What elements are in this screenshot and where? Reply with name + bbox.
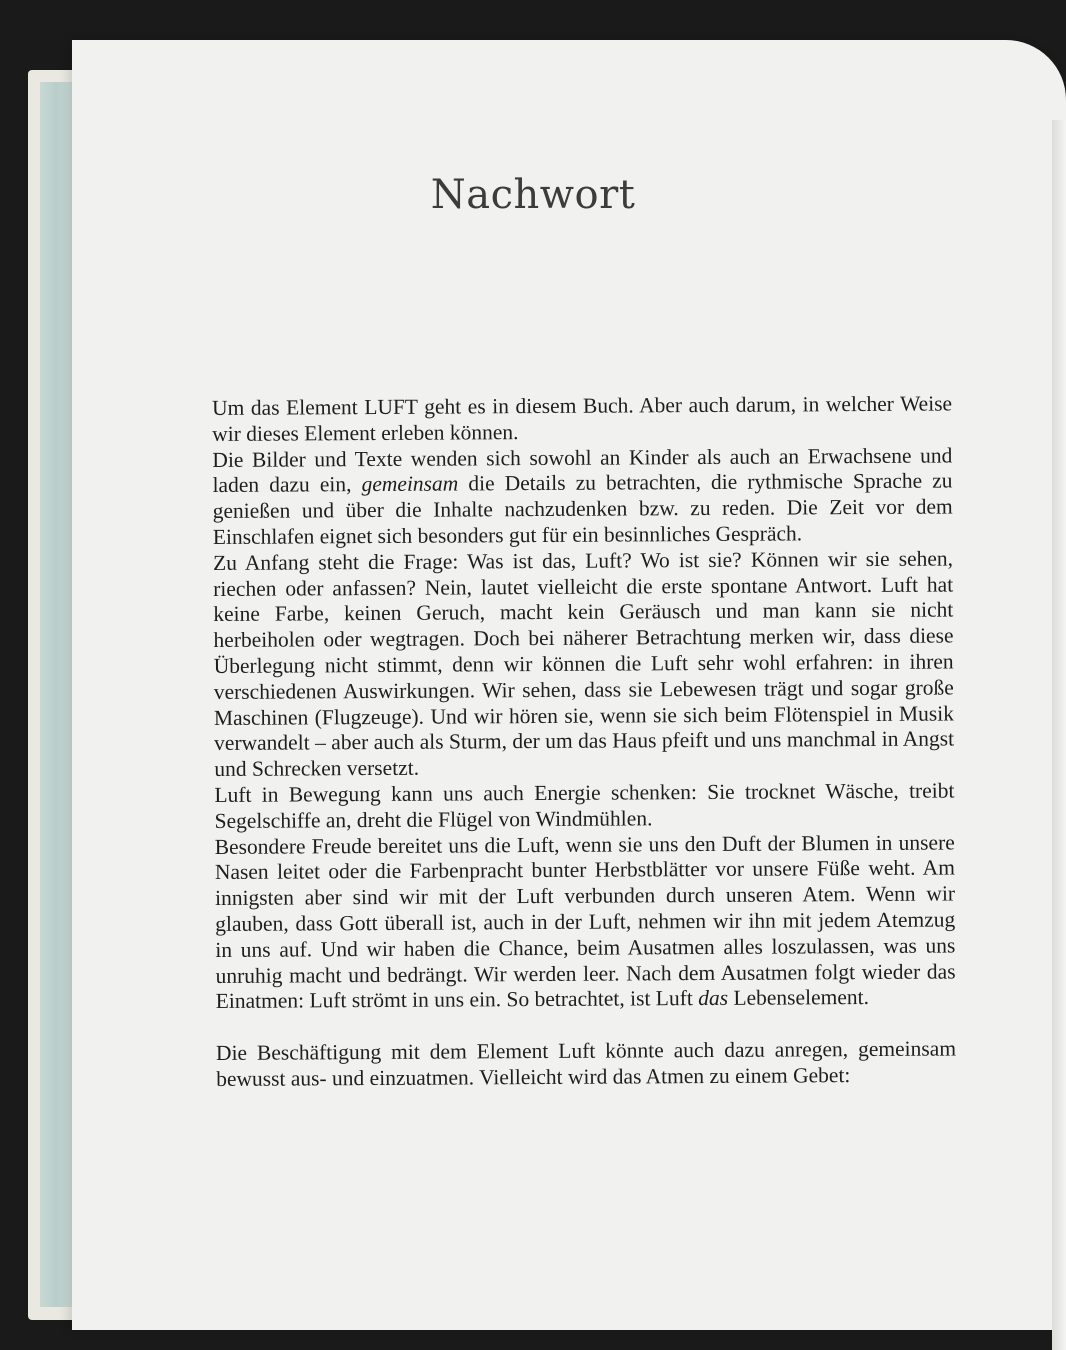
paragraph-4 [214,778,954,834]
paragraph-6-text: Die Beschäftigung mit dem Element Luft könnte auch dazu anregen, gemeinsam bewusst aus- und einzuatmen. Vielleicht wird das Atmen zu einem Gebet: [215,1036,957,1091]
paragraph-4-text: Luft in Bewegung kann uns auch Energie schenken: Sie trocknet Wäsche, treibt Segelschiffe an, dreht die Flügel von Windmühlen. [214,778,955,833]
paragraph-6 [216,1037,956,1093]
body-text [212,391,956,1092]
paragraph-2-text-a: Die Bilder und Texte wenden sich sowohl an Kinder als auch an Erwachsene und laden dazu ein, [212,443,953,498]
paragraph-5-text-b: Lebenselement. [727,985,870,1011]
page-edge [1052,120,1066,1350]
paragraph-3 [213,546,954,783]
paragraph-5-text-a: Besondere Freude bereitet uns die Luft, wenn sie uns den Duft der Blumen in unsere Nasen leitet oder die Farbenpracht bunter Herbstblätter vor unsere Füße weht. Am innigsten aber sind wir mit der Luft verbunden durch unseren Atem. Wenn wir glauben, dass Gott überall ist, auch in der Luft, nehmen wir ihn mit jedem Atemzug in uns auf. Und wir haben die Chance, beim Ausatmen alles loszulassen, was uns unruhig macht und bedrängt. Wir werden leer. Nach dem Ausatmen folgt wieder das Einatmen: Luft strömt in uns ein. So betrachtet, ist Luft [214,830,956,1014]
paragraph-5 [215,830,956,1015]
paragraph-2 [212,443,953,551]
paragraph-1 [212,391,952,447]
paragraph-5-italic: das [698,986,729,1011]
paragraph-1-text: Um das Element LUFT geht es in diesem Buch. Aber auch darum, in welcher Weise wir dieses Element erleben können. [212,391,953,446]
paragraph-3-text: Zu Anfang steht die Frage: Was ist das, Luft? Wo ist sie? Können wir sie sehen, riechen oder anfassen? Nein, lautet vielleicht die erste spontane Antwort. Luft hat keine Farbe, keinen Geruch, macht kein Geräusch und man kann sie nicht herbeiholen oder wegtragen. Doch bei näherer Betrachtung merken wir, dass diese Überlegung nicht stimmt, denn wir können die Luft sehr wohl erfahren: in ihren verschiedenen Auswirkungen. Wir sehen, dass sie Lebewesen trägt und sogar große Maschinen (Flugzeuge). Und wir hören sie, wenn sie sich beim Flötenspiel in Musik verwandelt – aber auch als Sturm, der um das Haus pfeift und uns manchmal in Angst und Schrecken versetzt. [212,546,955,782]
page-title: Nachwort [430,172,636,218]
paragraph-2-italic: gemeinsam [361,471,459,497]
paragraph-2-text-b: die Details zu betrachten, die rythmische Sprache zu genießen und über die Inhalte nachzudenken bzw. zu reden. Die Zeit vor dem Einschlafen eignet sich besonders gut für ein besinnliches Gespräch. [212,468,953,549]
